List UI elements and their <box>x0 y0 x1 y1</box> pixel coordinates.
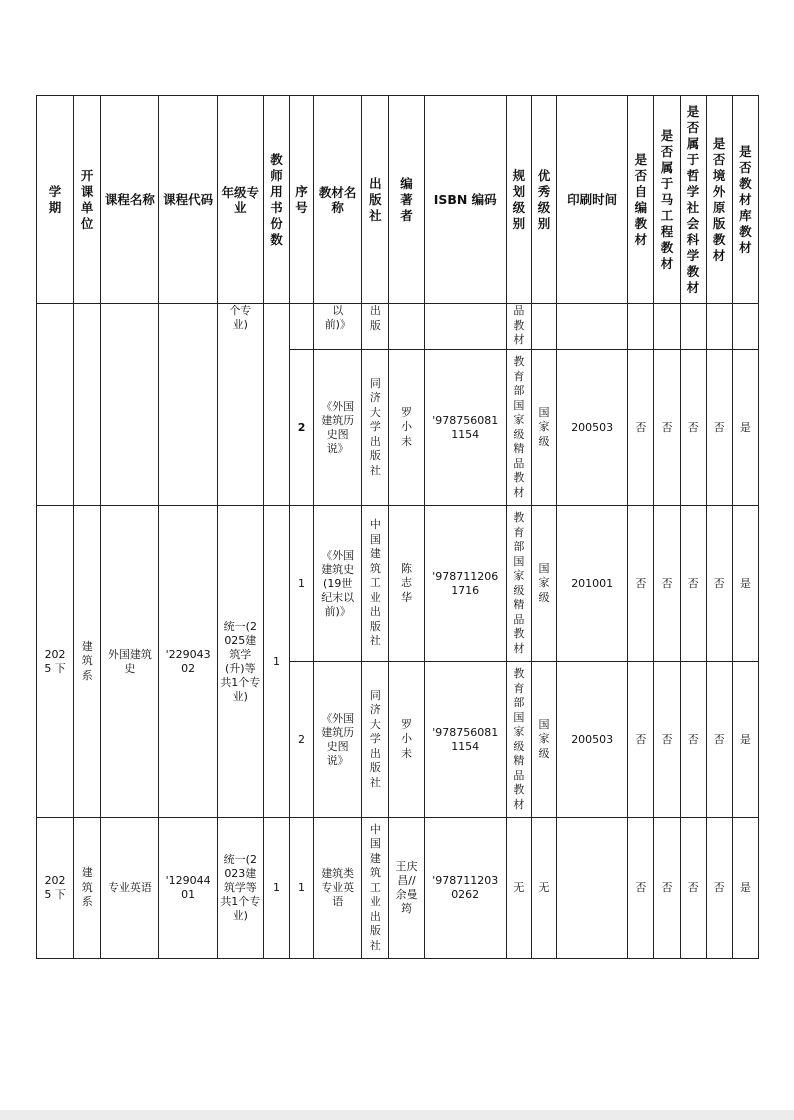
isbn-cell: '978756081 1154 <box>424 662 506 818</box>
header-textbook-library: 是否教材库教材 <box>732 96 758 304</box>
header-publisher: 出版社 <box>362 96 389 304</box>
course-code-cell: '129044 01 <box>159 818 217 959</box>
self-compiled-cell: 否 <box>628 818 654 959</box>
excellent-level-cell: 国家级 <box>531 350 556 506</box>
philosophy-social-cell: 否 <box>680 506 706 662</box>
header-row <box>37 96 759 304</box>
editor-cell: 罗小未 <box>389 662 424 818</box>
grade-major-cell: 个专业) <box>217 304 263 506</box>
philosophy-social-cell: 否 <box>680 818 706 959</box>
header-editor: 编著者 <box>389 96 424 304</box>
plan-level-cell: 品教材 <box>506 304 531 350</box>
teacher-copies-cell: 1 <box>263 818 289 959</box>
plan-level-cell: 教育部国家级精品教材 <box>506 350 531 506</box>
textbook-library-cell: 是 <box>732 350 758 506</box>
header-seq: 序号 <box>290 96 314 304</box>
term-cell: 202 5 下 <box>37 818 74 959</box>
plan-level-cell: 无 <box>506 818 531 959</box>
course-code-cell: '229043 02 <box>159 506 217 818</box>
textbook-table <box>36 95 759 959</box>
print-time-cell: 200503 <box>557 350 628 506</box>
textbook-name-cell: 以前)》 <box>314 304 362 350</box>
publisher-cell: 同济大学出版社 <box>362 662 389 818</box>
marx-project-cell: 否 <box>654 818 680 959</box>
header-teacher-copies: 教师用书份数 <box>263 96 289 304</box>
textbook-name-cell: 建筑类专业英语 <box>314 818 362 959</box>
self-compiled-cell: 否 <box>628 506 654 662</box>
header-isbn: ISBN 编码 <box>424 96 506 304</box>
textbook-library-cell: 是 <box>732 506 758 662</box>
course-name-cell: 专业英语 <box>101 818 159 959</box>
print-time-cell: 201001 <box>557 506 628 662</box>
header-term: 学期 <box>37 96 74 304</box>
isbn-cell: '978711206 1716 <box>424 506 506 662</box>
dept-cell: 建筑系 <box>74 506 101 818</box>
publisher-cell: 同济大学出版社 <box>362 350 389 506</box>
editor-cell: 王庆昌//余曼筠 <box>389 818 424 959</box>
foreign-original-cell: 否 <box>706 818 732 959</box>
header-plan-level: 规划级别 <box>506 96 531 304</box>
grade-major-cell: 统一(2025建筑学(升)等共1个专业) <box>217 506 263 818</box>
publisher-cell: 中国建筑工业出版社 <box>362 818 389 959</box>
plan-level-cell: 教育部国家级精品教材 <box>506 662 531 818</box>
publisher-cell: 出版 <box>362 304 389 350</box>
self-compiled-cell: 否 <box>628 662 654 818</box>
editor-cell: 罗小未 <box>389 350 424 506</box>
table-row <box>37 304 759 350</box>
header-philosophy-social: 是否属于哲学社会科学教材 <box>680 96 706 304</box>
header-self-compiled: 是否自编教材 <box>628 96 654 304</box>
philosophy-social-cell: 否 <box>680 662 706 818</box>
textbook-library-cell: 是 <box>732 662 758 818</box>
teacher-copies-cell: 1 <box>263 506 289 818</box>
excellent-level-cell: 国家级 <box>531 506 556 662</box>
foreign-original-cell: 否 <box>706 662 732 818</box>
header-dept: 开课单位 <box>74 96 101 304</box>
header-course-code: 课程代码 <box>159 96 217 304</box>
header-foreign-original: 是否境外原版教材 <box>706 96 732 304</box>
textbook-name-cell: 《外国建筑历史图说》 <box>314 350 362 506</box>
plan-level-cell: 教育部国家级精品教材 <box>506 506 531 662</box>
foreign-original-cell: 否 <box>706 506 732 662</box>
philosophy-social-cell: 否 <box>680 350 706 506</box>
header-print-time: 印刷时间 <box>557 96 628 304</box>
print-time-cell: 200503 <box>557 662 628 818</box>
dept-cell: 建筑系 <box>74 818 101 959</box>
marx-project-cell: 否 <box>654 506 680 662</box>
print-time-cell <box>557 818 628 959</box>
header-grade-major: 年级专业 <box>217 96 263 304</box>
seq-cell: 1 <box>290 506 314 662</box>
marx-project-cell: 否 <box>654 350 680 506</box>
isbn-cell: '978756081 1154 <box>424 350 506 506</box>
editor-cell: 陈志华 <box>389 506 424 662</box>
seq-cell: 1 <box>290 818 314 959</box>
isbn-cell: '978711203 0262 <box>424 818 506 959</box>
grade-major-cell: 统一(2023建筑学等共1个专业) <box>217 818 263 959</box>
header-excellent-level: 优秀级别 <box>531 96 556 304</box>
textbook-library-cell: 是 <box>732 818 758 959</box>
header-course-name: 课程名称 <box>101 96 159 304</box>
course-name-cell: 外国建筑史 <box>101 506 159 818</box>
textbook-name-cell: 《外国建筑历史图说》 <box>314 662 362 818</box>
excellent-level-cell: 无 <box>531 818 556 959</box>
table-row <box>37 506 759 662</box>
self-compiled-cell: 否 <box>628 350 654 506</box>
foreign-original-cell: 否 <box>706 350 732 506</box>
seq-cell: 2 <box>290 662 314 818</box>
header-marx-project: 是否属于马工程教材 <box>654 96 680 304</box>
term-cell: 202 5 下 <box>37 506 74 818</box>
header-textbook-name: 教材名称 <box>314 96 362 304</box>
marx-project-cell: 否 <box>654 662 680 818</box>
page-bottom-edge <box>0 1110 794 1120</box>
seq-cell: 2 <box>290 350 314 506</box>
excellent-level-cell: 国家级 <box>531 662 556 818</box>
textbook-name-cell: 《外国建筑史(19世纪末以前)》 <box>314 506 362 662</box>
table-row <box>37 818 759 959</box>
publisher-cell: 中国建筑工业出版社 <box>362 506 389 662</box>
